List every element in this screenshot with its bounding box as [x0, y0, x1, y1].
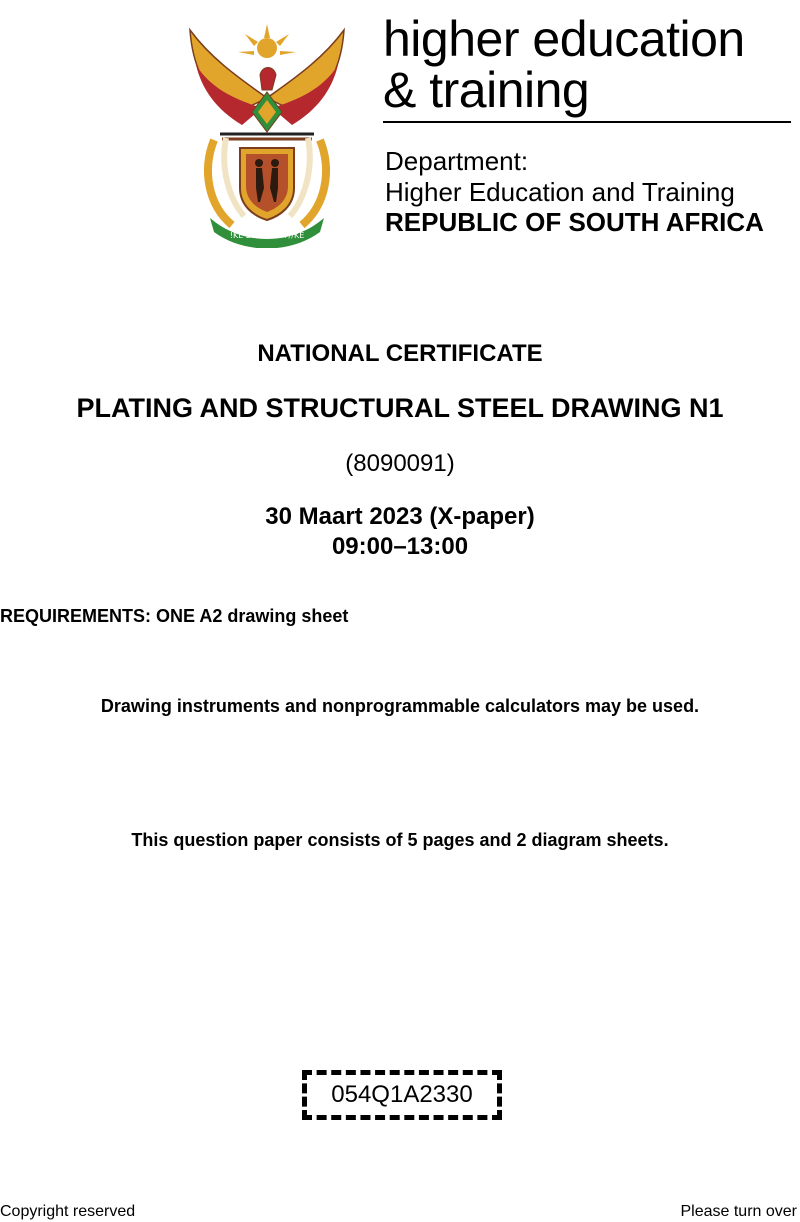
department-label: Department: [385, 146, 529, 176]
requirements-text: REQUIREMENTS: ONE A2 drawing sheet [0, 606, 349, 626]
department-name: Higher Education and Training [385, 177, 735, 207]
exam-date: 30 Maart 2023 (X-paper) [265, 503, 535, 530]
brand-divider [383, 121, 791, 123]
page-count-text: This question paper consists of 5 pages and 2 diagram sheets. [131, 830, 669, 850]
certificate-title: NATIONAL CERTIFICATE [257, 340, 543, 367]
paper-code: 054Q1A2330 [331, 1081, 473, 1108]
subject-title: PLATING AND STRUCTURAL STEEL DRAWING N1 [76, 393, 724, 423]
instruments-text: Drawing instruments and nonprogrammable calculators may be used. [100, 696, 700, 716]
footer-copyright: Copyright reserved [0, 1203, 136, 1220]
motto-text: !KE E: /XARRA //KE [229, 231, 305, 240]
brand-title-line2: & training [383, 62, 590, 118]
country-name: REPUBLIC OF SOUTH AFRICA [385, 207, 764, 237]
subject-code: (8090091) [345, 450, 455, 477]
coat-of-arms-logo [182, 20, 352, 248]
exam-time: 09:00–13:00 [331, 533, 469, 560]
footer-turn-over: Please turn over [680, 1203, 797, 1220]
brand-title-line1: higher education [383, 11, 745, 67]
paper-code-box [302, 1070, 502, 1120]
brand-block [383, 11, 793, 237]
